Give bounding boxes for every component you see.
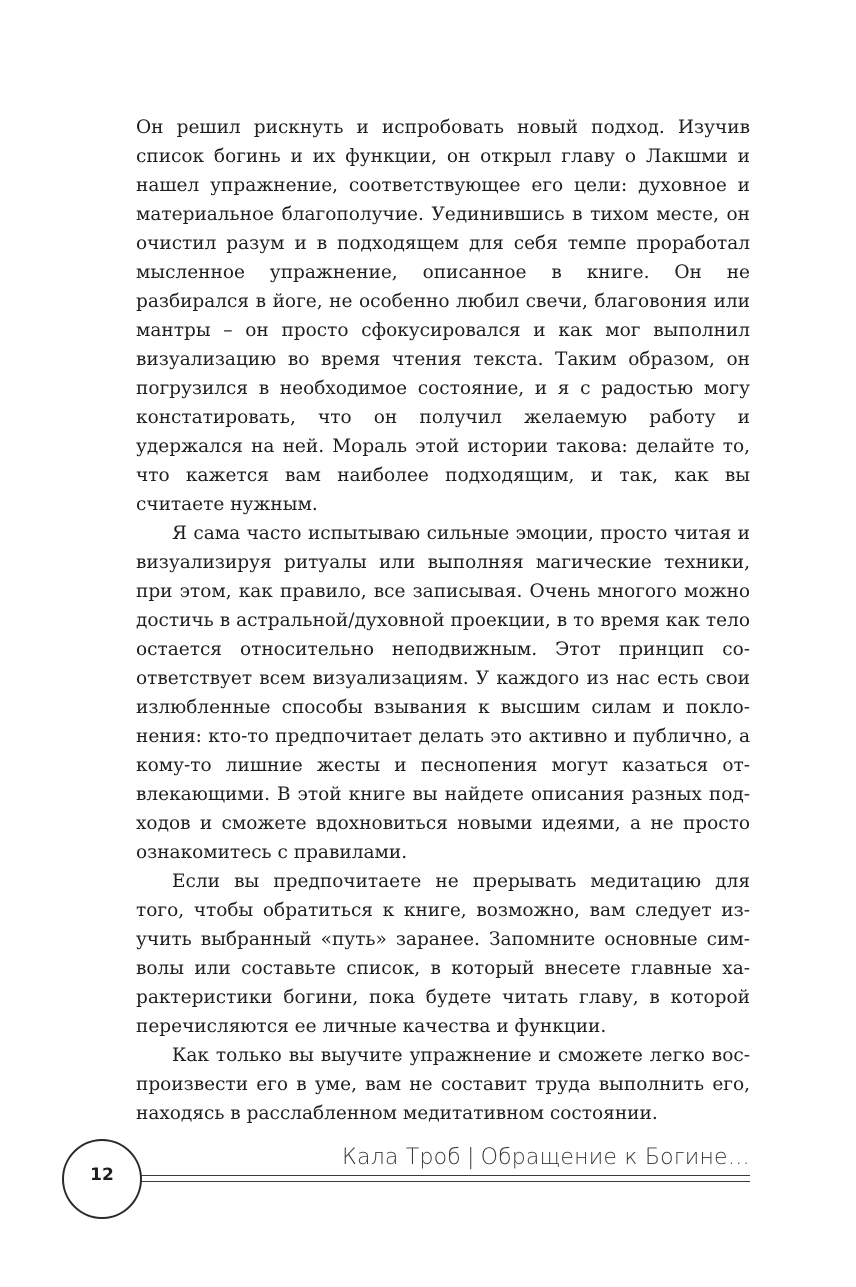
footer-rule-top bbox=[136, 1175, 750, 1176]
running-footer bbox=[342, 1145, 750, 1170]
footer-rule-bottom bbox=[136, 1181, 750, 1182]
paragraph-4: Как только вы выучите упражнение и сможете легко воспроизвести его в уме, вам не составит труда выполнить его, находясь в расслабленном медитативном состоянии. bbox=[136, 1045, 750, 1124]
page-number: 12 bbox=[90, 1165, 114, 1185]
footer-separator: | bbox=[466, 1145, 475, 1170]
body-text bbox=[136, 113, 750, 1128]
footer-author: Кала Троб bbox=[341, 1145, 461, 1170]
footer-book-title: Обращение к Богине… bbox=[480, 1145, 750, 1170]
paragraph-3: Если вы предпочитаете не прерывать медитацию для того, чтобы обратиться к книге, возможно, вам следует изучить выбранный «путь» заранее. Запомните основные символы или составьте список, в который внесете главные характеристики богини, пока будете читать главу, в которой перечисляются ее личные качества и функции. bbox=[136, 871, 750, 1037]
paragraph-1: Он решил рискнуть и испробовать новый подход. Изучив список богинь и их функции, он открыл главу о Лакшми и нашел упражнение, соответствующее его цели: духовное и материальное благополучие. Уединившись в тихом месте, он очистил разум и в подходящем для себя темпе проработал мысленное упражнение, описанное в книге. Он не разбирался в йоге, не особенно любил свечи, благовония или мантры – он просто сфокусировался и как мог выполнил визуализацию во время чтения текста. Таким образом, он погрузился в необходимое состояние, и я с радостью могу констатировать, что он получил желаемую работу и удержался на ней. Мораль этой истории такова: делайте то, что кажется вам наиболее подходящим, и так, как вы считаете нужным. bbox=[136, 117, 750, 515]
paragraph-2: Я сама часто испытываю сильные эмоции, просто читая и визуализируя ритуалы или выполняя магические техники, при этом, как правило, все записывая. Очень многого можно достичь в астральной/духовной проекции, в то время как тело остается относительно неподвижным. Этот принцип соответствует всем визуализациям. У каждого из нас есть свои излюбленные способы взывания к высшим силам и поклонения: кто-то предпочитает делать это активно и публично, а кому-то лишние жесты и песнопения могут казаться отвлекающими. В этой книге вы найдете описания разных подходов и сможете вдохновиться новыми идеями, а не просто ознакомитесь с правилами. bbox=[136, 523, 750, 863]
